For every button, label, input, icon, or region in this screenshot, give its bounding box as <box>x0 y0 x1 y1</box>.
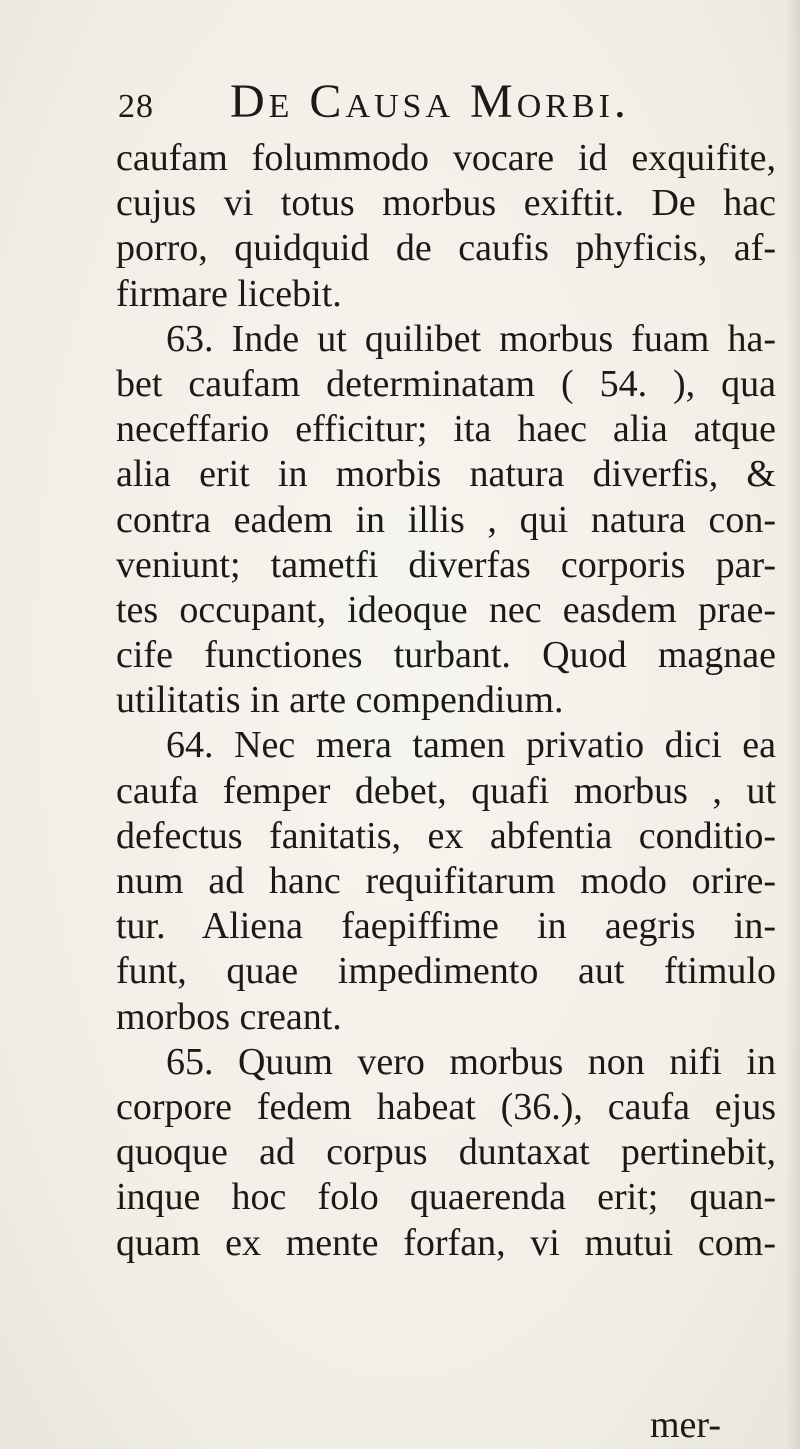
text-line: quam ex mente forfan, vi mutui com- <box>116 1221 776 1264</box>
text-line: tur. Aliena faepiffime in aegris in- <box>116 905 776 948</box>
text-line: corpore fedem habeat (36.), caufa ejus <box>116 1085 776 1128</box>
paragraph-end-line: morbos creant. <box>116 995 342 1038</box>
text-line: cife functiones turbant. Quod magnae <box>116 634 776 677</box>
section-63-start-line: 63. Inde ut quilibet morbus fuam ha- <box>166 317 776 360</box>
paragraph-end-line: firmare licebit. <box>116 272 342 315</box>
section-64-start-line: 64. Nec mera tamen privatio dici ea <box>166 724 776 767</box>
text-line: veniunt; tametfi diverfas corporis par- <box>116 543 776 586</box>
catchword: mer- <box>650 1404 721 1446</box>
text-line: contra eadem in illis , qui natura con- <box>116 498 776 541</box>
body-text <box>116 136 776 1266</box>
text-line: defectus fanitatis, ex abfentia conditio- <box>116 814 776 857</box>
text-line: cujus vi totus morbus exiftit. De hac <box>116 182 776 225</box>
text-line: inque hoc folo quaerenda erit; quan- <box>116 1176 776 1219</box>
text-line: caufam folummodo vocare id exquifite, <box>116 137 776 179</box>
text-line: quoque ad corpus duntaxat pertinebit, <box>116 1131 776 1174</box>
text-line: funt, quae impedimento aut ftimulo <box>116 950 776 993</box>
text-line: porro, quidquid de caufis phyficis, af- <box>116 227 776 270</box>
page-number: 28 <box>118 88 154 125</box>
paragraph-end-line: utilitatis in arte compendium. <box>116 679 564 722</box>
text-line: neceffario efficitur; ita haec alia atque <box>116 408 776 451</box>
text-line: tes occupant, ideoque nec easdem prae- <box>116 588 776 631</box>
page-edge-shadow <box>786 0 800 1449</box>
text-line: alia erit in morbis natura diverfis, & <box>116 453 776 496</box>
page-header <box>118 70 718 130</box>
text-line: num ad hanc requifitarum modo orire- <box>116 860 776 902</box>
text-line: caufa femper debet, quafi morbus , ut <box>116 769 776 812</box>
text-line: bet caufam determinatam ( 54. ), qua <box>116 362 776 405</box>
running-head: De Causa Morbi. <box>230 75 630 128</box>
section-65-start-line: 65. Quum vero morbus non nifi in <box>166 1040 776 1083</box>
